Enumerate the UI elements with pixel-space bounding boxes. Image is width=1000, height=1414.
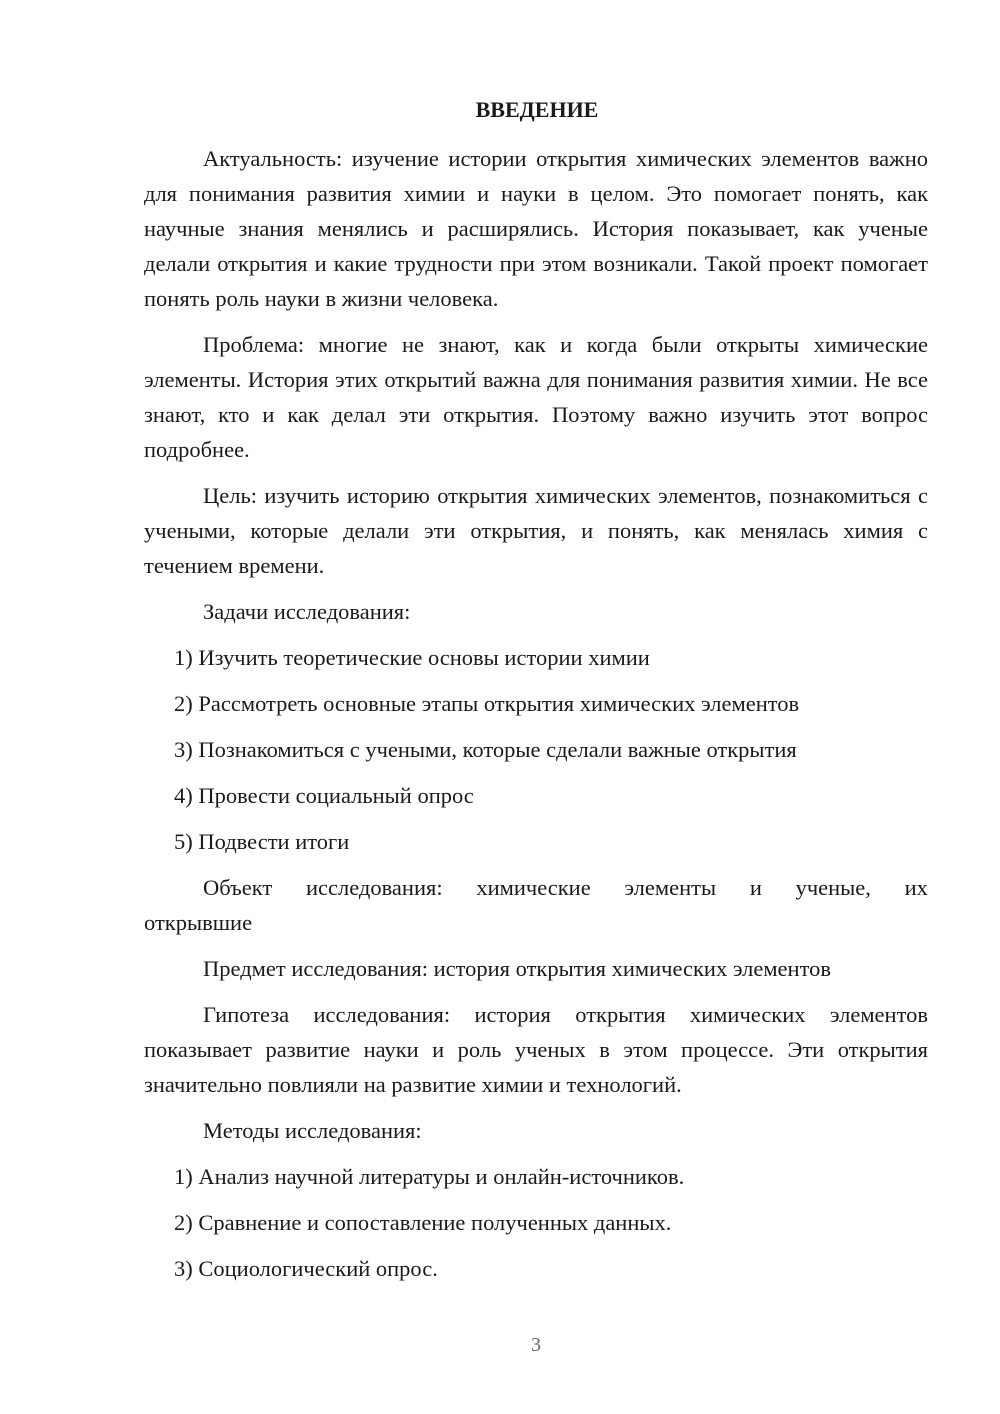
object-word: элементы bbox=[624, 875, 717, 900]
object-word: и bbox=[749, 875, 762, 900]
section-heading: ВВЕДЕНИЕ bbox=[475, 97, 599, 122]
object-word: исследования: bbox=[305, 875, 443, 900]
task-item: 5) Подвести итоги bbox=[174, 829, 350, 854]
actuality-paragraph: Актуальность: изучение истории открытия химических элементов важно для понимания развития химии и науки в целом. Это помогает понять, как научные знания менялись и расширялись. История показывает, как ученые делали открытия и какие трудности при этом возникали. Такой проект помогает понять роль науки в жизни человека. bbox=[144, 146, 928, 311]
goal-paragraph: Цель: изучить историю открытия химических элементов, познакомиться с учеными, которые делали эти открытия, и понять, как менялась химия с течением времени. bbox=[144, 483, 928, 578]
object-tail: открывшие bbox=[144, 910, 253, 935]
task-item: 2) Рассмотреть основные этапы открытия химических элементов bbox=[174, 691, 800, 716]
object-word: Объект bbox=[203, 875, 273, 900]
page-content bbox=[144, 92, 928, 1297]
method-item: 2) Сравнение и сопоставление полученных данных. bbox=[174, 1210, 672, 1235]
method-item: 3) Социологический опрос. bbox=[174, 1256, 438, 1281]
task-item: 1) Изучить теоретические основы истории химии bbox=[174, 645, 650, 670]
method-item: 1) Анализ научной литературы и онлайн-источников. bbox=[174, 1164, 685, 1189]
subject-line: Предмет исследования: история открытия химических элементов bbox=[203, 956, 831, 981]
methods-title: Методы исследования: bbox=[203, 1118, 422, 1143]
page-number: 3 bbox=[531, 1334, 541, 1356]
hypothesis-paragraph: Гипотеза исследования: история открытия химических элементов показывает развитие науки и роль ученых в этом процессе. Эти открытия значительно повлияли на развитие химии и технологий. bbox=[144, 1002, 928, 1097]
task-item: 4) Провести социальный опрос bbox=[174, 783, 474, 808]
object-first-line bbox=[203, 870, 928, 905]
task-item: 3) Познакомиться с учеными, которые сделали важные открытия bbox=[174, 737, 797, 762]
object-paragraph bbox=[144, 870, 928, 940]
object-word: химические bbox=[476, 875, 591, 900]
tasks-title: Задачи исследования: bbox=[203, 599, 411, 624]
object-word: ученые, bbox=[795, 875, 871, 900]
problem-paragraph: Проблема: многие не знают, как и когда были открыты химические элементы. История этих открытий важна для понимания развития химии. Не все знают, кто и как делал эти открытия. Поэтому важно изучить этот вопрос подробнее. bbox=[144, 332, 928, 462]
object-word: их bbox=[904, 875, 928, 900]
